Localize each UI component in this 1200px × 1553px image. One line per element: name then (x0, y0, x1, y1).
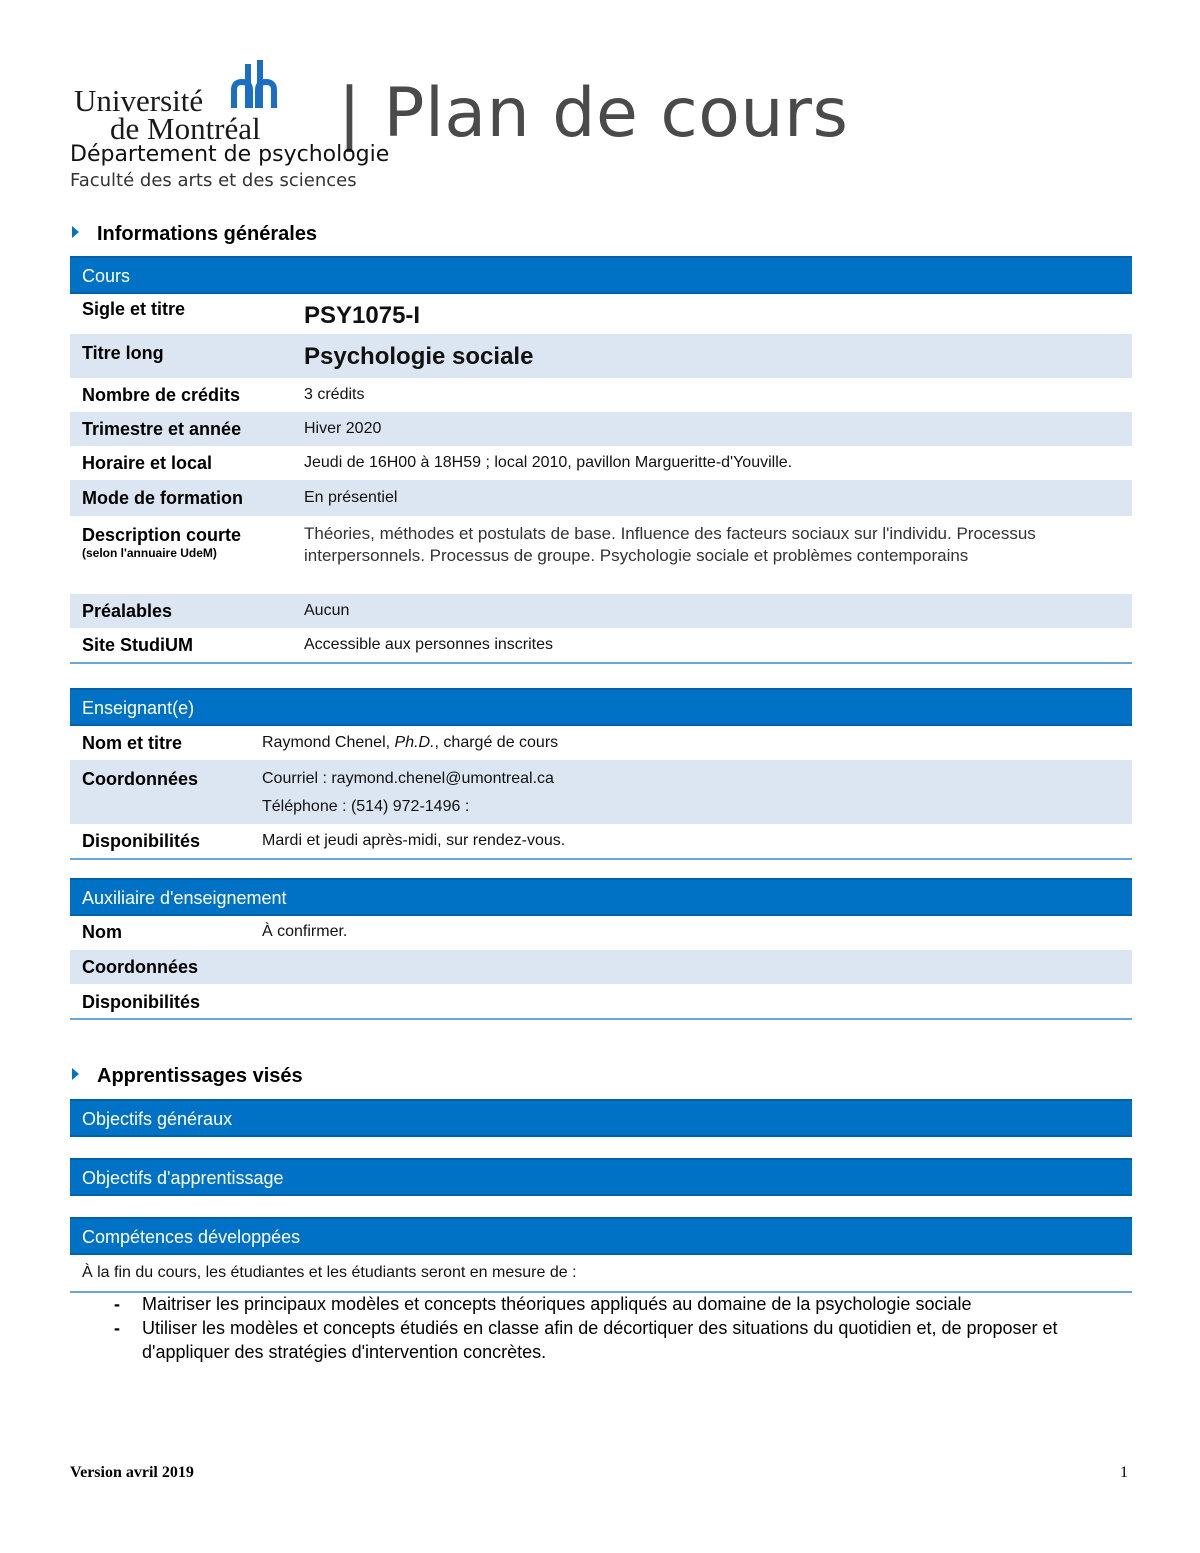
table-row (70, 984, 1132, 1018)
row-label: Trimestre et année (82, 419, 242, 439)
row-value: Jeudi de 16H00 à 18H59 ; local 2010, pavillon Margueritte-d'Youville. (304, 454, 793, 471)
row-label: Sigle et titre (82, 299, 186, 319)
table-header-competences: Compétences développées (70, 1217, 1132, 1255)
row-value: 3 crédits (304, 386, 365, 403)
document-title: | Plan de cours (338, 74, 849, 153)
table-competences (70, 1217, 1132, 1293)
table-cours (70, 256, 1132, 664)
table-row (70, 516, 1132, 594)
section-heading-learning (72, 1064, 303, 1088)
row-label: Disponibilités (82, 992, 201, 1012)
table-header-auxiliaire: Auxiliaire d'enseignement (70, 878, 1132, 916)
row-value (262, 732, 558, 754)
logo-line-2: de Montréal (110, 111, 261, 146)
footer-version: Version avril 2019 (70, 1464, 194, 1481)
table-header-objectifs-generaux: Objectifs généraux (70, 1099, 1132, 1137)
competences-intro: À la fin du cours, les étudiantes et les étudiants seront en mesure de : (82, 1264, 577, 1281)
table-header-cours: Cours (70, 256, 1132, 294)
row-label: Coordonnées (82, 957, 199, 977)
list-item (114, 1292, 1124, 1316)
page-number: 1 (1120, 1464, 1128, 1481)
table-auxiliaire (70, 878, 1132, 1020)
section-title: Apprentissages visés (97, 1065, 303, 1087)
table-row (70, 446, 1132, 480)
row-label-main: Description courte (82, 525, 242, 545)
section-heading-general (72, 222, 317, 246)
row-label: Coordonnées (82, 769, 199, 789)
row-label: Nombre de crédits (82, 385, 241, 405)
table-row (70, 1255, 1132, 1293)
udem-logo (74, 60, 314, 146)
row-value: En présentiel (304, 489, 398, 506)
row-label: Mode de formation (82, 488, 243, 508)
udem-emblem-icon (230, 60, 294, 116)
row-label (82, 524, 241, 560)
row-label: Nom (82, 922, 122, 942)
faculty-name: Faculté des arts et des sciences (70, 170, 357, 191)
table-objectifs-apprentissage (70, 1158, 1132, 1196)
list-item-text: Maitriser les principaux modèles et concepts théoriques appliqués au domaine de la psychologie sociale (142, 1294, 972, 1314)
row-label: Préalables (82, 601, 173, 621)
competences-list (114, 1292, 1124, 1364)
table-row (70, 480, 1132, 516)
row-label: Site StudiUM (82, 635, 193, 655)
row-value: Hiver 2020 (304, 420, 382, 437)
table-objectifs-generaux (70, 1099, 1132, 1137)
table-row (70, 594, 1132, 628)
table-row (70, 760, 1132, 824)
course-code: PSY1075-I (304, 302, 421, 329)
section-title: Informations générales (97, 223, 318, 245)
table-header-objectifs-apprentissage: Objectifs d'apprentissage (70, 1158, 1132, 1196)
table-enseignant (70, 688, 1132, 860)
table-row (70, 916, 1132, 950)
row-value: Aucun (304, 602, 350, 619)
triangle-bullet-icon (72, 226, 79, 238)
table-row (70, 412, 1132, 446)
instructor-phone: Téléphone : (514) 972-1496 : (262, 798, 470, 815)
triangle-bullet-icon (72, 1068, 79, 1080)
table-row (70, 824, 1132, 858)
instructor-role: , chargé de cours (434, 734, 559, 751)
list-item-text: Utiliser les modèles et concepts étudiés en classe afin de décortiquer des situations du quotidien et, de proposer et d'appliquer des stratégies d'intervention concrètes. (142, 1318, 1058, 1362)
table-row (70, 294, 1132, 334)
row-label: Horaire et local (82, 453, 213, 473)
table-header-enseignant: Enseignant(e) (70, 688, 1132, 726)
department-name: Département de psychologie (70, 142, 390, 167)
row-label: Disponibilités (82, 831, 201, 851)
course-long-title: Psychologie sociale (304, 343, 534, 370)
instructor-name: Raymond Chenel, (262, 734, 395, 751)
table-row (70, 334, 1132, 378)
instructor-email[interactable]: Courriel : raymond.chenel@umontreal.ca (262, 770, 554, 787)
bullet-dash: - (114, 1318, 120, 1338)
table-row (70, 950, 1132, 984)
list-item (114, 1316, 1124, 1364)
row-sublabel: (selon l'annuaire UdeM) (82, 546, 217, 560)
instructor-degree: Ph.D. (394, 734, 435, 751)
bullet-dash: - (114, 1294, 120, 1314)
row-value: À confirmer. (262, 923, 348, 940)
row-label: Nom et titre (82, 733, 183, 753)
logo-line-1: Université (74, 83, 204, 118)
row-value: Mardi et jeudi après-midi, sur rendez-vous. (262, 832, 566, 849)
table-row (70, 628, 1132, 662)
row-value: Théories, méthodes et postulats de base. Influence des facteurs sociaux sur l'individu. Processus interpersonnels. Processus de groupe. Psychologie sociale et problèmes contemporains (304, 524, 1036, 565)
row-label: Titre long (82, 343, 164, 363)
row-value: Accessible aux personnes inscrites (304, 636, 554, 653)
table-row (70, 378, 1132, 412)
table-row (70, 726, 1132, 760)
